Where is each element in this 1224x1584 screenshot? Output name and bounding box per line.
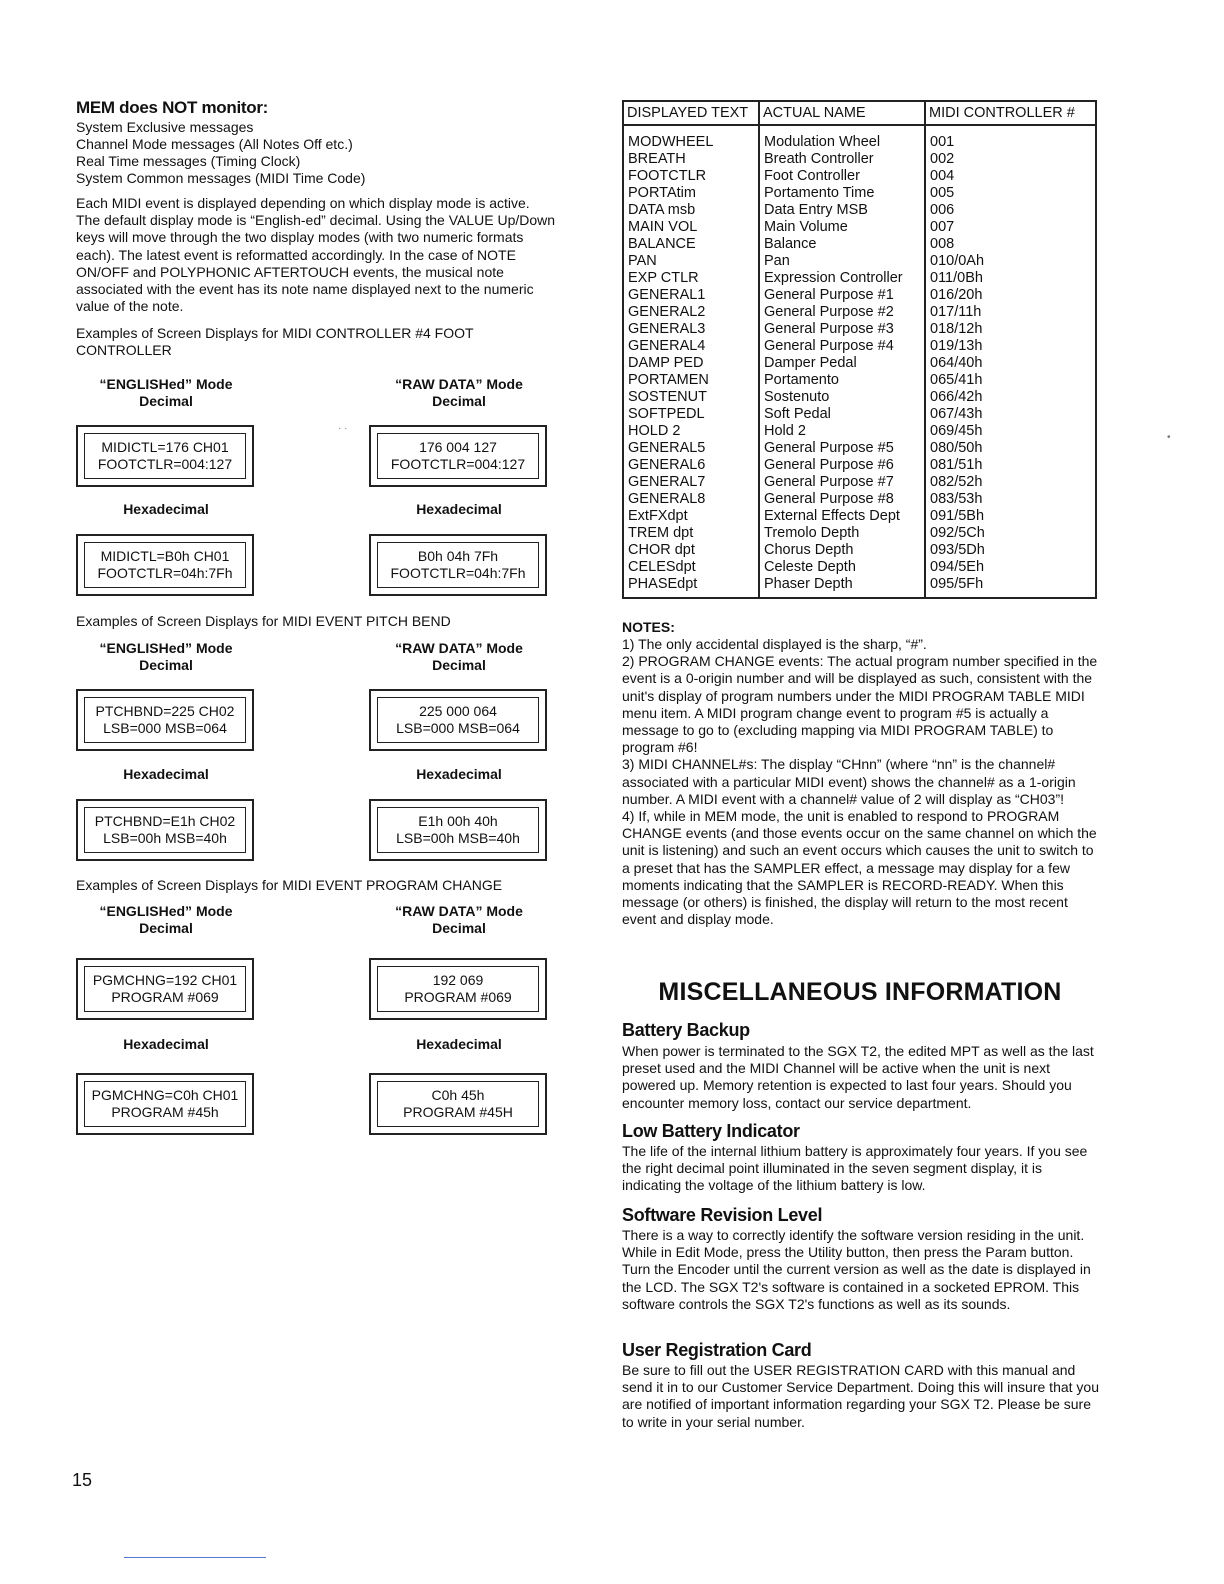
actual-name-cell: General Purpose #3 bbox=[759, 321, 925, 338]
raw-mode-heading bbox=[369, 376, 549, 410]
actual-name-cell: Soft Pedal bbox=[759, 406, 925, 423]
displayed-text-cell: PORTAMEN bbox=[623, 372, 759, 389]
actual-name-cell: General Purpose #2 bbox=[759, 304, 925, 321]
actual-name-cell: General Purpose #7 bbox=[759, 474, 925, 491]
displayed-text-cell: TREM dpt bbox=[623, 525, 759, 542]
mem-line: System Exclusive messages bbox=[76, 119, 254, 135]
controller-number-cell: 065/41h bbox=[925, 372, 1096, 389]
lcd-display bbox=[369, 689, 547, 751]
note-item: 4) If, while in MEM mode, the unit is enabled to respond to PROGRAM CHANGE events (and those events occur on the same channel on which the unit is listening) and such an event occurs which causes the unit to switch to a preset that has the SAMPLER effect, a message may display for a few moments indicating that the SAMPLER is RECORD-READY. When this message (or others) is finished, the display will return to the most recent event and display mode. bbox=[622, 808, 1097, 928]
mem-exclusion-list bbox=[76, 119, 365, 187]
hex-label: Hexadecimal bbox=[416, 766, 502, 782]
displayed-text-cell: MODWHEEL bbox=[623, 125, 759, 151]
actual-name-cell: Portamento bbox=[759, 372, 925, 389]
displayed-text-cell: GENERAL2 bbox=[623, 304, 759, 321]
lcd-line-1: B0h 04h 7Fh bbox=[417, 548, 499, 564]
section-text: The life of the internal lithium battery is approximately four years. If you see the right decimal point illuminated in the seven segment display, it is indicating the voltage of the lithium battery is low. bbox=[622, 1143, 1088, 1194]
displayed-text-cell: FOOTCTLR bbox=[623, 168, 759, 185]
table-header-row bbox=[623, 101, 1096, 125]
actual-name-cell: Phaser Depth bbox=[759, 576, 925, 598]
lcd-display bbox=[76, 958, 254, 1020]
lcd-display bbox=[369, 425, 547, 487]
section-title: Low Battery Indicator bbox=[622, 1121, 800, 1141]
displayed-text-cell: GENERAL3 bbox=[623, 321, 759, 338]
displayed-text-cell: BALANCE bbox=[623, 236, 759, 253]
controller-number-cell: 091/5Bh bbox=[925, 508, 1096, 525]
controller-number-cell: 080/50h bbox=[925, 440, 1096, 457]
displayed-text-cell: GENERAL5 bbox=[623, 440, 759, 457]
mem-line: System Common messages (MIDI Time Code) bbox=[76, 170, 366, 186]
displayed-text-cell: SOSTENUT bbox=[623, 389, 759, 406]
displayed-text-cell: BREATH bbox=[623, 151, 759, 168]
lcd-display bbox=[76, 799, 254, 861]
controller-number-cell: 067/43h bbox=[925, 406, 1096, 423]
section-title: Battery Backup bbox=[622, 1020, 750, 1040]
displayed-text-cell: ExtFXdpt bbox=[623, 508, 759, 525]
format-label: Decimal bbox=[139, 393, 193, 409]
controller-number-cell: 066/42h bbox=[925, 389, 1096, 406]
table-row bbox=[623, 389, 1096, 406]
table-row bbox=[623, 423, 1096, 440]
table-row bbox=[623, 125, 1096, 151]
scan-dot: • bbox=[1167, 432, 1171, 443]
displayed-text-cell: DATA msb bbox=[623, 202, 759, 219]
controller-number-cell: 095/5Fh bbox=[925, 576, 1096, 598]
actual-name-cell: Foot Controller bbox=[759, 168, 925, 185]
section-title: User Registration Card bbox=[622, 1340, 812, 1360]
displayed-text-cell: GENERAL6 bbox=[623, 457, 759, 474]
actual-name-cell: Hold 2 bbox=[759, 423, 925, 440]
controller-number-cell: 082/52h bbox=[925, 474, 1096, 491]
actual-name-cell: Breath Controller bbox=[759, 151, 925, 168]
lcd-display bbox=[76, 425, 254, 487]
lcd-line-2: LSB=00h MSB=40h bbox=[396, 830, 520, 846]
lcd-line-1: MIDICTL=176 CH01 bbox=[101, 439, 229, 455]
lcd-display bbox=[369, 799, 547, 861]
lcd-line-2: PROGRAM #069 bbox=[111, 989, 219, 1005]
controller-number-cell: 011/0Bh bbox=[925, 270, 1096, 287]
lcd-line-1: C0h 45h bbox=[431, 1087, 485, 1103]
controller-number-cell: 002 bbox=[925, 151, 1096, 168]
hex-label: Hexadecimal bbox=[123, 1036, 209, 1052]
mode-label: “RAW DATA” Mode bbox=[395, 640, 523, 656]
controller-number-cell: 019/13h bbox=[925, 338, 1096, 355]
table-row bbox=[623, 270, 1096, 287]
lcd-line-1: PGMCHNG=192 CH01 bbox=[92, 972, 238, 988]
displayed-text-cell: CHOR dpt bbox=[623, 542, 759, 559]
displayed-text-cell: HOLD 2 bbox=[623, 423, 759, 440]
table-body bbox=[623, 125, 1096, 598]
controller-number-cell: 094/5Eh bbox=[925, 559, 1096, 576]
example-caption: Examples of Screen Displays for MIDI EVENT PROGRAM CHANGE bbox=[76, 877, 503, 893]
lcd-line-1: 192 069 bbox=[432, 972, 484, 988]
actual-name-cell: Celeste Depth bbox=[759, 559, 925, 576]
table-row bbox=[623, 525, 1096, 542]
actual-name-cell: Modulation Wheel bbox=[759, 125, 925, 151]
table-row bbox=[623, 321, 1096, 338]
table-row bbox=[623, 491, 1096, 508]
controller-number-cell: 010/0Ah bbox=[925, 253, 1096, 270]
table-row bbox=[623, 474, 1096, 491]
controller-number-cell: 081/51h bbox=[925, 457, 1096, 474]
table-row bbox=[623, 372, 1096, 389]
displayed-text-cell: EXP CTLR bbox=[623, 270, 759, 287]
lcd-line-2: FOOTCTLR=004:127 bbox=[390, 456, 526, 472]
actual-name-cell: Portamento Time bbox=[759, 185, 925, 202]
section-text: When power is terminated to the SGX T2, the edited MPT as well as the last preset used and the MIDI Channel will be active when the unit is next powered up. Memory retention is expected to last four years. Should you encounter memory loss, contact our service department. bbox=[622, 1043, 1094, 1111]
mode-label: “RAW DATA” Mode bbox=[395, 376, 523, 392]
controller-number-cell: 017/11h bbox=[925, 304, 1096, 321]
hex-label: Hexadecimal bbox=[416, 501, 502, 517]
section-text: There is a way to correctly identify the software version residing in the unit. While in Edit Mode, press the Utility button, then press the Param button. Turn the Encoder until the current version as well as the date is displayed in the LCD. The SGX T2's software is contained in a socketed EPROM. This software controls the SGX T2's functions as well as its sounds. bbox=[622, 1227, 1091, 1312]
table-row bbox=[623, 457, 1096, 474]
hex-label: Hexadecimal bbox=[123, 501, 209, 517]
actual-name-cell: General Purpose #4 bbox=[759, 338, 925, 355]
english-mode-heading bbox=[76, 640, 256, 674]
displayed-text-cell: GENERAL1 bbox=[623, 287, 759, 304]
controller-number-cell: 064/40h bbox=[925, 355, 1096, 372]
mode-label: “ENGLISHed” Mode bbox=[99, 903, 233, 919]
table-row bbox=[623, 236, 1096, 253]
midi-controller-table bbox=[622, 100, 1097, 599]
format-label: Decimal bbox=[432, 657, 486, 673]
lcd-line-1: PTCHBND=E1h CH02 bbox=[94, 813, 236, 829]
format-label: Decimal bbox=[432, 393, 486, 409]
mode-label: “ENGLISHed” Mode bbox=[99, 640, 233, 656]
english-mode-heading bbox=[76, 376, 256, 410]
table-row bbox=[623, 185, 1096, 202]
column-header: DISPLAYED TEXT bbox=[623, 101, 759, 125]
actual-name-cell: Chorus Depth bbox=[759, 542, 925, 559]
page-number: 15 bbox=[72, 1470, 93, 1490]
controller-number-cell: 006 bbox=[925, 202, 1096, 219]
controller-number-cell: 069/45h bbox=[925, 423, 1096, 440]
hex-label: Hexadecimal bbox=[416, 1036, 502, 1052]
lcd-line-2: LSB=00h MSB=40h bbox=[103, 830, 227, 846]
english-mode-heading bbox=[76, 903, 256, 937]
mem-line: Channel Mode messages (All Notes Off etc.) bbox=[76, 136, 353, 152]
raw-mode-heading bbox=[369, 640, 549, 674]
controller-number-cell: 007 bbox=[925, 219, 1096, 236]
controller-number-cell: 001 bbox=[925, 125, 1096, 151]
actual-name-cell: General Purpose #6 bbox=[759, 457, 925, 474]
table-row bbox=[623, 253, 1096, 270]
notes-list bbox=[622, 636, 1098, 928]
lcd-line-2: FOOTCTLR=04h:7Fh bbox=[390, 565, 526, 581]
actual-name-cell: General Purpose #1 bbox=[759, 287, 925, 304]
lcd-line-2: PROGRAM #45h bbox=[111, 1104, 219, 1120]
lcd-line-2: PROGRAM #069 bbox=[404, 989, 512, 1005]
displayed-text-cell: CELESdpt bbox=[623, 559, 759, 576]
actual-name-cell: Damper Pedal bbox=[759, 355, 925, 372]
mode-label: “ENGLISHed” Mode bbox=[99, 376, 233, 392]
lcd-line-1: 176 004 127 bbox=[419, 439, 497, 455]
lcd-line-1: MIDICTL=B0h CH01 bbox=[100, 548, 230, 564]
format-label: Decimal bbox=[432, 920, 486, 936]
mem-title: MEM does NOT monitor: bbox=[76, 98, 269, 117]
section-title: Software Revision Level bbox=[622, 1205, 823, 1225]
raw-mode-heading bbox=[369, 903, 549, 937]
controller-number-cell: 016/20h bbox=[925, 287, 1096, 304]
lcd-display bbox=[76, 1073, 254, 1135]
controller-number-cell: 092/5Ch bbox=[925, 525, 1096, 542]
table-row bbox=[623, 219, 1096, 236]
table-row bbox=[623, 406, 1096, 423]
footer-rule bbox=[124, 1557, 266, 1558]
displayed-text-cell: SOFTPEDL bbox=[623, 406, 759, 423]
table-row bbox=[623, 559, 1096, 576]
table-row bbox=[623, 202, 1096, 219]
lcd-display bbox=[76, 534, 254, 596]
lcd-line-1: PGMCHNG=C0h CH01 bbox=[91, 1087, 239, 1103]
table-row bbox=[623, 576, 1096, 598]
actual-name-cell: Balance bbox=[759, 236, 925, 253]
lcd-display bbox=[369, 958, 547, 1020]
controller-number-cell: 093/5Dh bbox=[925, 542, 1096, 559]
table-row bbox=[623, 338, 1096, 355]
actual-name-cell: General Purpose #5 bbox=[759, 440, 925, 457]
format-label: Decimal bbox=[139, 920, 193, 936]
table-row bbox=[623, 168, 1096, 185]
column-header: ACTUAL NAME bbox=[759, 101, 925, 125]
displayed-text-cell: PORTAtim bbox=[623, 185, 759, 202]
displayed-text-cell: PHASEdpt bbox=[623, 576, 759, 598]
lcd-display bbox=[369, 534, 547, 596]
lcd-line-2: FOOTCTLR=004:127 bbox=[97, 456, 233, 472]
displayed-text-cell: PAN bbox=[623, 253, 759, 270]
controller-number-cell: 083/53h bbox=[925, 491, 1096, 508]
displayed-text-cell: GENERAL4 bbox=[623, 338, 759, 355]
example-caption: Examples of Screen Displays for MIDI CONTROLLER #4 FOOT CONTROLLER bbox=[76, 325, 474, 359]
lcd-line-2: FOOTCTLR=04h:7Fh bbox=[97, 565, 233, 581]
mem-line: Real Time messages (Timing Clock) bbox=[76, 153, 301, 169]
note-item: 2) PROGRAM CHANGE events: The actual program number specified in the event is a 0-origin number and will be displayed as such, consistent with the unit's display of program numbers under the MIDI PROGRAM TABLE MIDI menu item. A MIDI program change event to program #5 is actually a message to go to (excluding mapping via MIDI PROGRAM TABLE) to program #6! bbox=[622, 653, 1098, 756]
column-header: MIDI CONTROLLER # bbox=[925, 101, 1096, 125]
lcd-line-1: PTCHBND=225 CH02 bbox=[95, 703, 235, 719]
actual-name-cell: Expression Controller bbox=[759, 270, 925, 287]
actual-name-cell: External Effects Dept bbox=[759, 508, 925, 525]
table-row bbox=[623, 508, 1096, 525]
lcd-display bbox=[76, 689, 254, 751]
controller-number-cell: 005 bbox=[925, 185, 1096, 202]
section-text: Be sure to fill out the USER REGISTRATION CARD with this manual and send it in to our Customer Service Department. Doing this will insure that you are notified of important information regarding your SGX T2. Please be sure to write in your serial number. bbox=[622, 1362, 1099, 1430]
actual-name-cell: General Purpose #8 bbox=[759, 491, 925, 508]
actual-name-cell: Main Volume bbox=[759, 219, 925, 236]
format-label: Decimal bbox=[139, 657, 193, 673]
table-row bbox=[623, 287, 1096, 304]
controller-number-cell: 004 bbox=[925, 168, 1096, 185]
example-caption: Examples of Screen Displays for MIDI EVENT PITCH BEND bbox=[76, 613, 451, 629]
table-row bbox=[623, 440, 1096, 457]
displayed-text-cell: MAIN VOL bbox=[623, 219, 759, 236]
table-row bbox=[623, 151, 1096, 168]
actual-name-cell: Tremolo Depth bbox=[759, 525, 925, 542]
lcd-line-2: PROGRAM #45H bbox=[403, 1104, 513, 1120]
controller-number-cell: 018/12h bbox=[925, 321, 1096, 338]
lcd-line-1: 225 000 064 bbox=[419, 703, 497, 719]
lcd-line-2: LSB=000 MSB=064 bbox=[396, 720, 520, 736]
notes-title: NOTES: bbox=[622, 619, 675, 635]
misc-title: MISCELLANEOUS INFORMATION bbox=[658, 978, 1062, 1006]
actual-name-cell: Sostenuto bbox=[759, 389, 925, 406]
table-row bbox=[623, 355, 1096, 372]
note-item: 1) The only accidental displayed is the sharp, “#”. bbox=[622, 636, 927, 652]
table-row bbox=[623, 304, 1096, 321]
mem-description: Each MIDI event is displayed depending on which display mode is active. The default display mode is “English-ed” decimal. Using the VALUE Up/Down keys will move through the two display modes (with two numeric formats each). The latest event is reformatted accordingly. In the case of NOTE ON/OFF and POLYPHONIC AFTERTOUCH events, the musical note associated with the event has its note name displayed next to the numeric value of the note. bbox=[76, 195, 556, 315]
actual-name-cell: Pan bbox=[759, 253, 925, 270]
mode-label: “RAW DATA” Mode bbox=[395, 903, 523, 919]
displayed-text-cell: GENERAL7 bbox=[623, 474, 759, 491]
displayed-text-cell: DAMP PED bbox=[623, 355, 759, 372]
displayed-text-cell: GENERAL8 bbox=[623, 491, 759, 508]
hex-label: Hexadecimal bbox=[123, 766, 209, 782]
controller-number-cell: 008 bbox=[925, 236, 1096, 253]
lcd-display bbox=[369, 1073, 547, 1135]
lcd-line-2: LSB=000 MSB=064 bbox=[103, 720, 227, 736]
actual-name-cell: Data Entry MSB bbox=[759, 202, 925, 219]
table-row bbox=[623, 542, 1096, 559]
lcd-line-1: E1h 00h 40h bbox=[418, 813, 498, 829]
note-item: 3) MIDI CHANNEL#s: The display “CHnn” (where “nn” is the channel# associated with a particular MIDI event) shows the channel# as a 1-origin number. A MIDI event with a channel# value of 2 will display as “CH03”! bbox=[622, 756, 1076, 807]
scan-dots: · · bbox=[338, 423, 348, 434]
